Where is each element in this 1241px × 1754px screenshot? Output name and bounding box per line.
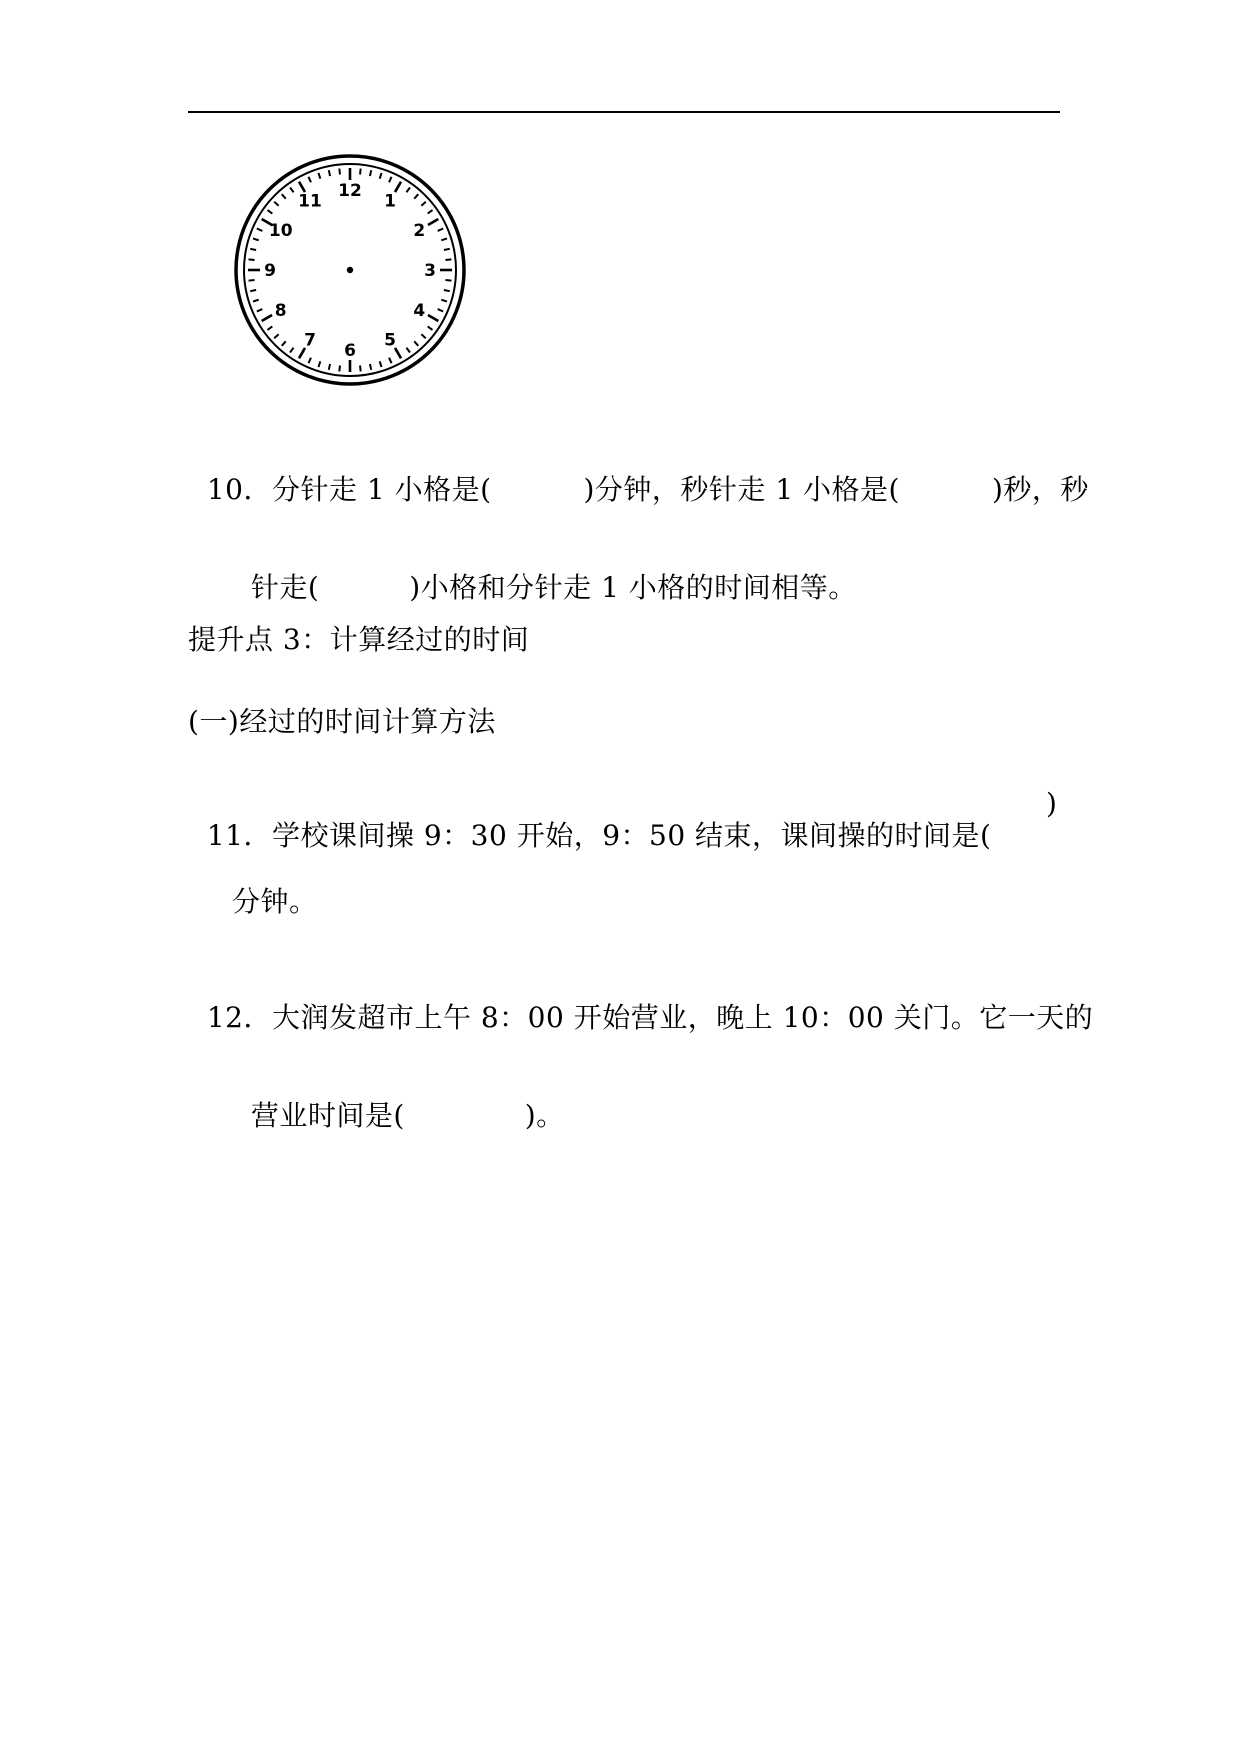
clock-face [232,152,468,388]
clock-numeral: 12 [338,181,362,201]
question-11-number: 11． [206,819,272,852]
question-11-line-1 [188,788,1051,852]
clock-hour-tick [428,315,438,321]
clock-numeral: 3 [424,261,436,281]
clock-minute-tick [339,169,340,175]
clock-minute-tick [389,177,391,182]
clock-minute-tick [438,309,443,311]
clock-minute-tick [414,341,418,345]
clock-minute-tick [441,238,447,240]
clock-minute-tick [309,358,311,363]
question-10-text-e: )小格和分针走 1 小格的时间相等。 [409,571,857,604]
question-12-line-1 [188,970,1093,1034]
clock-minute-tick [370,364,371,370]
question-10-text-c: )秒，秒 [991,473,1089,506]
question-12-text-c: )。 [524,1099,565,1132]
clock-minute-tick [257,229,262,231]
clock-numeral: 9 [264,261,276,281]
clock-minute-tick [438,229,443,231]
clock-minute-tick [428,326,433,330]
clock-minute-tick [445,280,451,281]
clock-minute-tick [318,173,320,179]
clock-minute-tick [267,326,272,330]
header-rule [188,111,1060,113]
clock-minute-tick [257,309,262,311]
clock-hour-tick [299,182,305,192]
clock-minute-tick [249,280,255,281]
clock-minute-tick [282,341,286,345]
clock-numeral: 6 [344,341,356,361]
clock-minute-tick [274,202,278,206]
clock-minute-tick [428,210,433,214]
clock-minute-tick [389,358,391,363]
question-11-text-a: 学校课间操 9：30 开始，9：50 结束，课间操的时间是( [271,819,992,852]
question-10-line-1 [188,442,1089,506]
clock-numeral: 2 [413,221,426,241]
clock-numeral: 5 [384,330,396,351]
clock-minute-tick [380,361,382,367]
clock-minute-tick [406,348,410,353]
clock-numeral: 11 [298,191,322,212]
clock-minute-tick [253,300,259,302]
clock-minute-tick [250,290,256,291]
question-12-text-a: 大润发超市上午 8：00 开始营业，晚上 10：00 关门。它一天的 [271,1001,1094,1034]
clock-minute-tick [370,170,371,176]
question-12-line-2 [232,1068,565,1132]
clock-numeral: 10 [268,221,293,241]
question-10-text-d: 针走( [250,571,320,604]
clock-minute-tick [318,361,320,367]
question-10-number: 10． [206,473,272,506]
clock-numeral: 4 [413,301,426,321]
section-subtitle: (一)经过的时间计算方法 [188,705,496,738]
question-10-text-b: )分钟，秒针走 1 小格是( [583,473,900,506]
clock-minute-tick [250,249,256,250]
clock-minute-tick [445,259,451,260]
question-12-text-b: 营业时间是( [250,1099,405,1132]
clock-minute-tick [274,334,278,338]
clock-hour-tick [395,182,401,192]
clock-minute-tick [329,170,330,176]
clock-numeral: 8 [274,301,287,321]
clock-numeral: 7 [304,330,316,351]
clock-minute-tick [421,334,425,338]
question-10-line-2 [232,540,857,604]
clock-minute-tick [267,210,272,214]
clock-minute-tick [380,173,382,179]
clock-minute-tick [249,259,255,260]
section-title: 提升点 3：计算经过的时间 [188,623,530,656]
clock-minute-tick [339,365,340,371]
clock-hour-tick [428,219,438,225]
clock-minute-tick [360,169,361,175]
clock-minute-tick [360,365,361,371]
clock-hour-tick [262,315,272,321]
clock-minute-tick [290,348,294,353]
clock-center-dot [347,267,353,273]
clock-minute-tick [414,194,418,198]
question-11-close-paren: ) [1046,787,1057,820]
clock-minute-tick [290,187,294,192]
clock-minute-tick [329,364,330,370]
clock-minute-tick [421,202,425,206]
clock-numeral: 1 [384,191,396,212]
clock-minute-tick [282,194,286,198]
clock-minute-tick [441,300,447,302]
clock-minute-tick [406,187,410,192]
question-10-text-a: 分针走 1 小格是( [271,473,492,506]
question-12-number: 12． [206,1001,272,1034]
clock-minute-tick [444,290,450,291]
question-11-line-2: 分钟。 [232,885,318,918]
clock-minute-tick [309,177,311,182]
clock-minute-tick [444,249,450,250]
clock-minute-tick [253,238,259,240]
